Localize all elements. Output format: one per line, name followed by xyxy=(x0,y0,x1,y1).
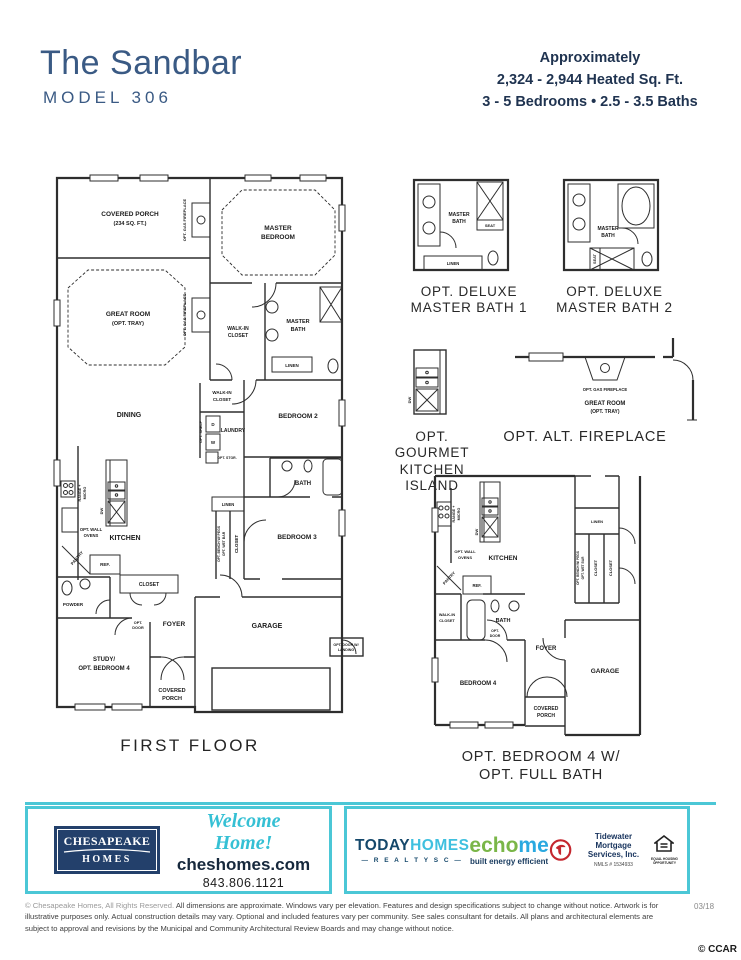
echome-subtitle: built energy efficient xyxy=(469,856,549,866)
specs-beds-baths: 3 - 5 Bedrooms • 2.5 - 3.5 Baths xyxy=(482,93,698,110)
caption-line: MASTER BATH 2 xyxy=(556,300,673,316)
label-dw: DW xyxy=(99,507,104,515)
caption-line: OPT. FULL BATH xyxy=(479,766,603,783)
caption-line: OPT. BEDROOM 4 W/ xyxy=(461,749,621,765)
label-gas-fireplace: OPT. GAS FIREPLACE xyxy=(582,387,628,392)
caption-line: MASTER BATH 1 xyxy=(410,300,528,316)
chesapeake-homes-panel xyxy=(25,806,332,894)
label-great-room: GREAT ROOM xyxy=(584,401,626,407)
revision-date: 03/18 xyxy=(694,902,715,911)
label-covered-porch-sqft: (234 SQ. FT.) xyxy=(113,221,147,227)
label-opt-shelf: OPT. SHELF xyxy=(199,421,203,443)
label-closet-foyer: CLOSET xyxy=(138,582,160,588)
label-study: STUDY/ xyxy=(92,657,116,663)
caption-line: OPT. ALT. FIREPLACE xyxy=(503,429,667,445)
opt-master-bath-2-caption xyxy=(552,284,677,317)
label-great-room-tray: (OPT. TRAY) xyxy=(112,321,144,327)
label-great-room: GREAT ROOM xyxy=(105,311,151,318)
tidewater-circle-icon xyxy=(549,838,572,862)
label-closet-hall: CLOSET xyxy=(234,534,239,554)
opt-alt-fireplace-plan xyxy=(505,330,697,428)
label-opt-wall-ovens: OVENS xyxy=(83,533,99,538)
bath2-walls xyxy=(564,180,658,270)
label-garage: GARAGE xyxy=(251,623,283,630)
label-kitchen: KITCHEN xyxy=(488,555,518,562)
label-opt-door: OPT. xyxy=(133,621,143,625)
chesapeake-logo-name: CHESAPEAKE xyxy=(63,834,151,848)
label-opt-bench: OPT. BENCH W/ PEGS xyxy=(576,551,580,585)
echome-green-part: echo xyxy=(469,833,519,857)
label-bath: BATH xyxy=(495,618,511,624)
label-front-porch: PORCH xyxy=(162,696,182,702)
page-title: The Sandbar xyxy=(40,44,243,82)
label-opt-stor: OPT. STOR. xyxy=(217,456,237,460)
label-range-micro: MICRO xyxy=(83,486,87,500)
tidewater-nmls: NMLS # 1534933 xyxy=(594,862,633,869)
island-walls xyxy=(414,350,446,414)
opt-master-bath-1-caption xyxy=(405,284,533,317)
caption-line: OPT. DELUXE xyxy=(566,284,663,299)
label-dryer: D xyxy=(211,422,215,427)
label-opt-door: OPT. xyxy=(491,629,499,633)
disclaimer-body: All dimensions are approximate. Windows vary per elevation. Features and design specifications subject to change without notice. Artwork is for illustrative purposes only. Actual construction details may vary. Optional and included features vary per community. See sales consultant for details. All plans and architectural elements are subject to approval and revisions by the Municipal and Community Architectural Review Boards and may change without notice. xyxy=(25,901,659,933)
label-dining: DINING xyxy=(116,412,142,419)
today-homes-logo xyxy=(355,837,469,864)
label-linen-2: LINEN xyxy=(221,502,235,507)
today-homes-realty: — R E A L T Y S C — xyxy=(361,856,463,864)
label-front-porch: COVERED xyxy=(158,688,186,694)
label-ref: REF. xyxy=(472,583,482,588)
opt-master-bath-2-plan xyxy=(556,170,668,278)
tidewater-mortgage-logo xyxy=(549,832,650,869)
label-master-bedroom: MASTER xyxy=(264,225,292,232)
bedroom4-walls xyxy=(435,476,640,735)
label-bedroom-3: BEDROOM 3 xyxy=(277,534,317,541)
label-foyer: FOYER xyxy=(535,646,557,652)
chesapeake-logo-homes: HOMES xyxy=(82,854,132,865)
echome-blue-part: me xyxy=(518,833,549,857)
tidewater-name-line2: Services, Inc. xyxy=(587,850,640,860)
label-ref: REF. xyxy=(100,562,110,567)
label-master-bedroom: BEDROOM xyxy=(261,234,295,241)
label-opt-bench: OPT. BENCH W/ PEGS xyxy=(217,526,221,562)
label-powder: POWDER xyxy=(62,602,84,607)
label-dw: DW xyxy=(407,396,412,404)
opt-bedroom-4-plan xyxy=(425,468,715,748)
label-opt-door: DOOR xyxy=(489,634,501,638)
first-floor-caption: FIRST FLOOR xyxy=(120,736,260,755)
label-walk-in-closet-2: WALK-IN xyxy=(212,390,232,395)
label-master-bath: MASTER xyxy=(448,212,470,218)
label-dw: DW xyxy=(474,528,479,536)
echome-name xyxy=(469,835,548,856)
today-homes-word1: TODAY xyxy=(355,836,411,854)
label-walk-in-closet: CLOSET xyxy=(439,619,455,623)
ccar-watermark: © CCAR xyxy=(697,944,737,955)
welcome-home-tagline: Welcome Home! xyxy=(206,810,281,855)
first-floor-plan xyxy=(20,160,365,720)
label-linen: LINEN xyxy=(591,519,603,524)
label-walk-in-closet: CLOSET xyxy=(227,333,249,339)
label-kitchen: KITCHEN xyxy=(109,535,141,542)
equal-housing-text: EQUAL HOUSING OPPORTUNITY xyxy=(651,856,678,865)
footer-divider xyxy=(25,802,716,805)
label-pantry: PANTRY xyxy=(69,550,85,567)
specs-approximately: Approximately xyxy=(539,50,641,66)
label-washer: W xyxy=(210,440,216,445)
label-master-bath: MASTER xyxy=(597,226,619,232)
label-laundry: LAUNDRY xyxy=(220,428,246,434)
label-covered-porch: COVERED PORCH xyxy=(101,211,159,218)
disclaimer-text xyxy=(25,900,675,934)
label-seat: SEAT xyxy=(484,223,496,228)
bedroom4-fixtures xyxy=(432,482,635,728)
label-great-room-tray: (OPT. TRAY) xyxy=(590,409,620,415)
label-gas-fireplace: OPT. GAS FIREPLACE xyxy=(182,198,187,242)
model-number: MODEL 306 xyxy=(43,88,172,107)
label-master-bath: MASTER xyxy=(286,319,310,325)
equal-housing-icon xyxy=(654,835,674,853)
specs-sqft: 2,324 - 2,944 Heated Sq. Ft. xyxy=(496,71,684,88)
label-closet-1: CLOSET xyxy=(593,559,598,577)
today-homes-name xyxy=(355,837,469,855)
label-master-bath: BATH xyxy=(601,233,615,239)
opt-kitchen-island-plan xyxy=(398,340,464,424)
label-opt-door-landing: LANDING xyxy=(337,648,355,652)
label-linen: LINEN xyxy=(285,363,299,368)
website-link[interactable]: cheshomes.com xyxy=(176,855,311,875)
tidewater-name-line1: Tidewater Mortgage xyxy=(594,831,633,850)
label-covered-porch: COVERED xyxy=(533,706,559,712)
equal-housing-logo xyxy=(650,835,679,865)
label-opt-wet-bar: OPT. WET BAR xyxy=(581,556,585,580)
phone-number: 843.806.1121 xyxy=(202,875,285,890)
label-closet-2: CLOSET xyxy=(608,559,613,577)
echome-logo xyxy=(469,835,548,866)
label-opt-door: DOOR xyxy=(132,626,144,630)
label-opt-wall-ovens: OPT. WALL xyxy=(79,527,103,532)
label-walk-in-closet: WALK-IN xyxy=(438,613,456,617)
opt-master-bath-1-plan xyxy=(408,170,526,278)
label-opt-wet-bar: OPT. WET BAR xyxy=(222,531,226,557)
label-range-micro: RANGE + xyxy=(78,484,82,502)
label-range-micro: MICRO xyxy=(457,507,461,521)
fireplace-walls xyxy=(515,338,697,420)
label-bedroom-2: BEDROOM 2 xyxy=(278,413,318,420)
label-opt-wall-ovens: OVENS xyxy=(457,555,473,560)
label-master-bath: BATH xyxy=(290,327,306,333)
caption-line: KITCHEN ISLAND xyxy=(399,461,465,494)
label-garage: GARAGE xyxy=(590,668,620,675)
caption-line: OPT. DELUXE xyxy=(420,284,518,299)
opt-bedroom-4-caption xyxy=(425,749,657,784)
label-seat: SEAT xyxy=(593,254,597,264)
label-opt-wall-ovens: OPT. WALL xyxy=(454,549,476,554)
label-linen: LINEN xyxy=(446,261,460,266)
label-foyer: FOYER xyxy=(162,621,186,628)
disclaimer-copyright: © Chesapeake Homes, All Rights Reserved. xyxy=(25,901,175,910)
label-walk-in-closet-2: CLOSET xyxy=(212,397,232,402)
specs-block xyxy=(460,48,720,113)
label-covered-porch: PORCH xyxy=(536,713,556,719)
tidewater-text xyxy=(577,832,650,869)
first-floor-walls xyxy=(57,178,363,712)
caption-line: OPT. GOURMET xyxy=(394,429,470,461)
label-bedroom-4: BEDROOM 4 xyxy=(459,681,497,687)
chesapeake-contact xyxy=(176,810,329,889)
label-bath: BATH xyxy=(294,481,312,487)
today-homes-word2: HOMES xyxy=(410,836,470,854)
label-master-bath: BATH xyxy=(452,219,466,225)
label-pantry: PANTRY xyxy=(441,570,457,586)
chesapeake-homes-logo xyxy=(54,826,160,874)
label-range-micro: RANGE + xyxy=(452,505,456,523)
partner-logos-panel xyxy=(344,806,690,894)
label-opt-door-landing: OPT. DOOR W/ xyxy=(333,643,359,647)
label-walk-in-closet: WALK-IN xyxy=(227,326,249,332)
opt-alt-fireplace-caption xyxy=(500,429,670,447)
chesapeake-logo-frame xyxy=(57,829,157,871)
label-study: OPT. BEDROOM 4 xyxy=(78,666,130,672)
label-gas-fireplace: OPT. GAS FIREPLACE xyxy=(182,293,187,337)
